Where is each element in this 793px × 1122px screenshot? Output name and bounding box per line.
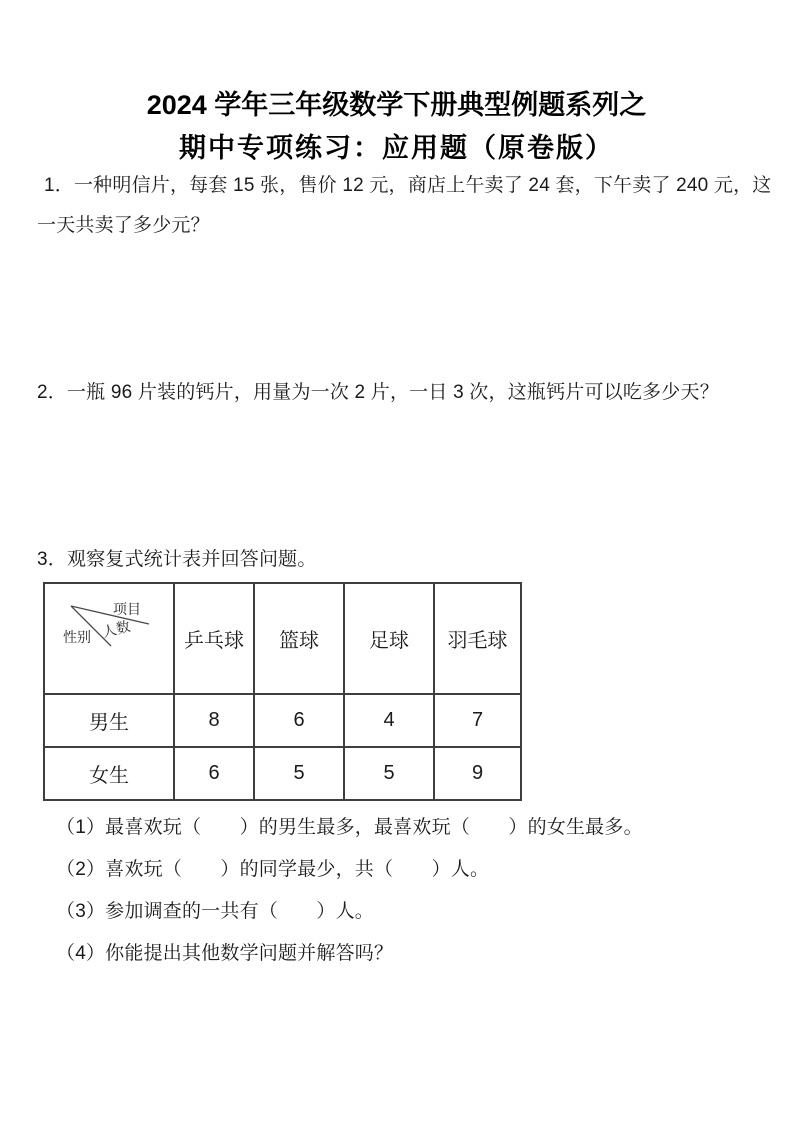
cell-boys-badminton: 7 [434,694,521,747]
question-3-text: 3．观察复式统计表并回答问题。 [37,549,317,570]
question-2-text: 2．一瓶 96 片装的钙片，用量为一次 2 片，一日 3 次，这瓶钙片可以吃多少天？ [37,382,719,403]
cell-girls-table-tennis: 6 [174,747,254,800]
cell-girls-football: 5 [344,747,434,800]
sub-question-2: （2）喜欢玩（ ）的同学最少，共（ ）人。 [56,859,490,880]
worksheet-title-line2: 期中专项练习：应用题（原卷版） [179,133,614,163]
question-1-text: 1．一种明信片，每套 15 张，售价 12 元，商店上午卖了 24 套，下午卖了 240 元，这一天共卖了多少元？ [37,175,772,236]
corner-label-count: 人数 [100,617,132,641]
column-header-basketball: 篮球 [254,583,344,694]
sub-question-3: （3）参加调查的一共有（ ）人。 [56,901,374,922]
column-header-badminton: 羽毛球 [434,583,521,694]
row-label-boys: 男生 [44,694,174,747]
table-header-row [44,583,521,694]
column-header-table-tennis: 乒乓球 [174,583,254,694]
table-corner-cell [44,583,174,694]
cell-girls-basketball: 5 [254,747,344,800]
cell-boys-football: 4 [344,694,434,747]
sub-question-4: （4）你能提出其他数学问题并解答吗？ [56,943,394,964]
corner-label-item: 项目 [113,601,141,617]
cell-boys-table-tennis: 8 [174,694,254,747]
statistics-table [43,582,522,801]
table-row-girls [44,747,521,800]
row-label-girls: 女生 [44,747,174,800]
cell-girls-badminton: 9 [434,747,521,800]
worksheet-title-line1: 2024 学年三年级数学下册典型例题系列之 [146,90,647,120]
column-header-football: 足球 [344,583,434,694]
sub-question-1: （1）最喜欢玩（ ）的男生最多，最喜欢玩（ ）的女生最多。 [56,817,643,838]
cell-boys-basketball: 6 [254,694,344,747]
corner-label-gender: 性别 [63,629,91,645]
table-row-boys [44,694,521,747]
diagonal-split-header [45,585,171,692]
